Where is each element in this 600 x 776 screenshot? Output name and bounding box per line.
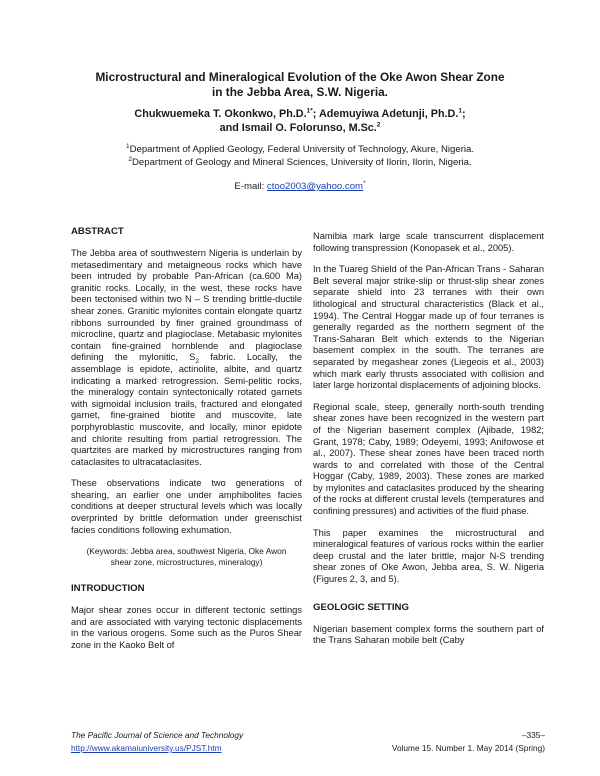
introduction-heading: INTRODUCTION (71, 583, 145, 595)
right-paragraph-2: In the Tuareg Shield of the Pan-African Trans - Saharan Belt several major strike-slip or thrust-slip shear zones separate shield into 23 terranes with their own lithological and structural characteristics (Black et al., 1994). The Central Hoggar made up of four terranes is generally regarded as the northern segment of the Trans-Saharan Belt which extends to the Nigerian basement complex in the south. The terranes are separated by megashear zones (Liegeois et al., 2003) which mark early thrusts associated with collision and later large horizontal displacements of adjoining blocks. (313, 264, 544, 391)
affiliation-1 (60, 143, 540, 156)
title-line-2: in the Jebba Area, S.W. Nigeria. (212, 85, 388, 99)
affiliation-2-mark: 2 (128, 155, 132, 163)
author-2: ; Ademuyiwa Adetunji, Ph.D. (312, 108, 459, 120)
author-3: and Ismail O. Folorunso, M.Sc. (219, 122, 377, 134)
title-line-1: Microstructural and Mineralogical Evolution of the Oke Awon Shear Zone (95, 70, 505, 84)
author-list (60, 107, 540, 135)
contact-email (60, 180, 540, 193)
footer-row-2 (71, 742, 545, 755)
journal-name: The Pacific Journal of Science and Technology (71, 730, 244, 740)
page-footer (71, 729, 545, 755)
abstract-p1-part-b: fabric. Locally, the assemblage is epidote, actinolite, albite, and quartz indicating a marked retrogression. Semi-pelitic rocks, the mineralogy contain syntectonically rotated garnets with sigmoidal inclusion trails, fractured and elongated garnet, fine-grained biotite and muscovite, late porphyroblastic muscovite, and locally, minor epidote and chlorite resulting from partial retrogression. The quartzites are marked by microstructures ranging from cataclasites to ultracataclasites. (71, 352, 303, 467)
abstract-p1-part-a: The Jebba area of southwestern Nigeria is underlain by metasedimentary and metaigneous rocks which have been intruded by probable Pan-African (ca.600 Ma) granitic rocks. Locally, in the west, these rocks have been tectonised within two N – S trending brittle-ductile shear zones. Granitic mylonites contain elongate quartz ribbons surrounded by finer grained groundmass of microcline, quartz and plagioclase. Metabasic mylonites contain fine-grained hornblende and plagioclase defining the mylonitic, S (71, 248, 302, 363)
author-3-mark: 2 (376, 121, 381, 129)
volume-info: Volume 15. Number 1. May 2014 (Spring) (391, 743, 545, 753)
left-column (71, 226, 302, 662)
email-label: E-mail: (234, 181, 267, 192)
footer-row-1 (71, 729, 545, 742)
introduction-paragraph-1: Major shear zones occur in different tectonic settings and are associated with varying tectonic displacements in the various orogens. Some such as the Puros Shear zone in the Kaoko Belt of (71, 605, 302, 651)
email-mark: * (363, 179, 366, 187)
author-2-separator: ; (461, 108, 466, 120)
abstract-paragraph-1 (71, 248, 302, 468)
abstract-paragraph-2: These observations indicate two generations of shearing, an earlier one under amphibolites facies conditions at deeper structural levels which was locally overprinted by brittle deformation under greenschist facies conditions following exhumation. (71, 478, 302, 535)
paper-title (60, 70, 540, 100)
author-2-mark: 1 (458, 107, 462, 115)
page-number: –335– (521, 730, 545, 740)
keywords: (Keywords: Jebba area, southwest Nigeria, Oke Awon shear zone, microstructures, mineralogy) (86, 546, 287, 567)
author-line-2 (60, 121, 540, 135)
affiliations (60, 143, 540, 169)
abstract-p1-subscript: 2 (195, 358, 199, 366)
author-1-mark: 1* (306, 107, 313, 115)
right-column (313, 231, 544, 657)
affiliation-1-mark: 1 (125, 142, 130, 150)
right-paragraph-4: This paper examines the microstructural and mineralogical features of various rocks within the earlier deep crustal and the later brittle, major N-S trending shear zones of Oke Awon, Jebba area, S. W. Nigeria (Figures 2, 3, and 5). (313, 527, 544, 585)
right-paragraph-3: Regional scale, steep, generally north-south trending shear zones have been recognized in the western part of the Nigerian basement complex (Ajibade, 1982; Grant, 1978; Caby, 1989; Odeyemi, 1993; Anifowose et al., 2007). These shear zones have been traced north wards to and correlated with those of the Central Hoggar (Caby, 1989, 2003). These zones are marked by mylonites and cataclasites produced by the shearing of the rocks at different crustal levels (temperatures and confining pressures) and activities of the fluid phase. (313, 401, 544, 517)
right-paragraph-1: Namibia mark large scale transcurrent displacement following transpression (Konopasek et al., 2005). (313, 231, 544, 253)
abstract-heading: ABSTRACT (71, 226, 124, 237)
affiliation-1-text: Department of Applied Geology, Federal University of Technology, Akure, Nigeria. (129, 144, 475, 155)
geologic-setting-paragraph-1: Nigerian basement complex forms the southern part of the Trans Saharan mobile belt (Caby (313, 623, 544, 646)
email-link[interactable]: ctoo2003@yahoo.com (266, 181, 364, 192)
affiliation-2 (60, 156, 540, 169)
author-1: Chukwuemeka T. Okonkwo, Ph.D. (134, 108, 307, 120)
journal-url-link[interactable]: http://www.akamaiuniversity.us/PJST.htm (71, 743, 222, 753)
geologic-setting-heading: GEOLOGIC SETTING (313, 601, 409, 613)
affiliation-2-text: Department of Geology and Mineral Sciences, University of Ilorin, Ilorin, Nigeria. (131, 157, 472, 168)
author-line-1 (60, 107, 540, 121)
